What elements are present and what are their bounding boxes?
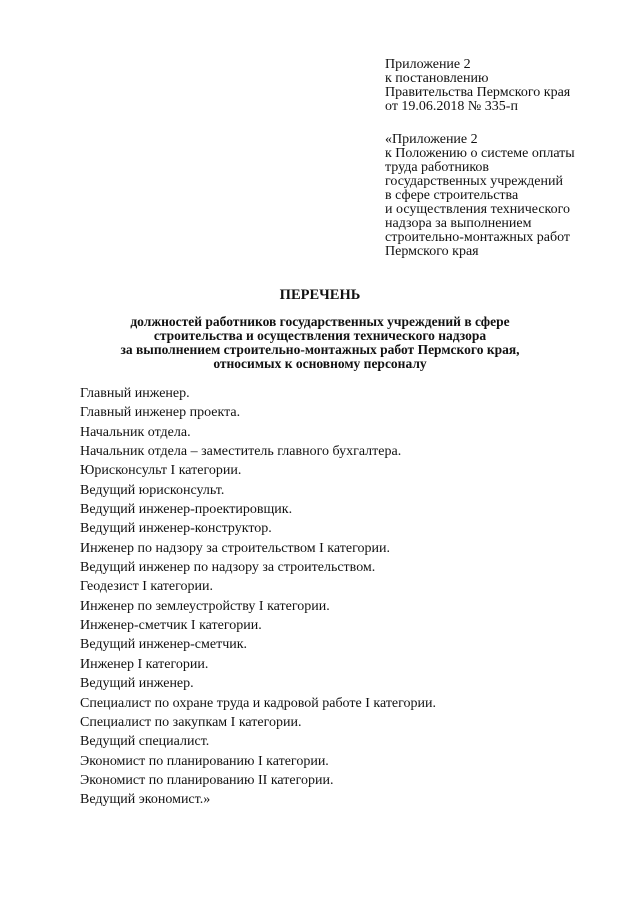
position-item: Экономист по планированию II категории. [80, 772, 334, 788]
appendix-second-line-3: труда работников [385, 160, 490, 175]
position-item: Ведущий инженер. [80, 676, 194, 692]
document-subtitle-line-4: относимых к основному персоналу [213, 356, 427, 371]
position-item: Ведущий инженер по надзору за строительством. [80, 560, 376, 576]
document-title: ПЕРЕЧЕНЬ [279, 287, 361, 303]
appendix-reference-resolution [385, 58, 625, 114]
appendix-second-line-4: государственных учреждений [385, 174, 563, 189]
document-subtitle-line-2: строительства и осуществления технического надзора [153, 328, 487, 343]
document-heading [60, 287, 580, 371]
appendix-second-line-2: к Положению о системе оплаты [385, 146, 575, 161]
appendix-reference-regulation [385, 133, 625, 259]
appendix-top-line-2: к постановлению [385, 71, 489, 86]
position-item: Юрисконсульт I категории. [80, 463, 242, 479]
appendix-second-line-9: Пермского края [385, 244, 479, 259]
appendix-second-line-8: строительно-монтажных работ [385, 230, 571, 245]
position-item: Инженер-сметчик I категории. [80, 618, 262, 634]
position-item: Специалист по закупкам I категории. [80, 714, 302, 730]
position-item: Инженер по землеустройству I категории. [80, 598, 330, 614]
position-item: Ведущий юрисконсульт. [80, 482, 225, 498]
appendix-second-line-5: в сфере строительства [385, 188, 519, 203]
positions-list [80, 384, 600, 810]
position-item: Инженер по надзору за строительством I категории. [80, 540, 390, 556]
document-subtitle-line-1: должностей работников государственных учреждений в сфере [130, 314, 510, 329]
appendix-second-line-1: «Приложение 2 [385, 132, 478, 147]
position-item: Экономист по планированию I категории. [80, 753, 329, 769]
position-item: Специалист по охране труда и кадровой работе I категории. [80, 695, 437, 711]
position-item: Геодезист I категории. [80, 579, 214, 595]
appendix-second-line-7: надзора за выполнением [385, 216, 532, 231]
position-item: Ведущий инженер-проектировщик. [80, 502, 293, 518]
position-item: Ведущий экономист.» [80, 792, 211, 808]
appendix-second-line-6: и осуществления технического [385, 202, 571, 217]
position-item: Главный инженер проекта. [80, 405, 241, 421]
position-item: Ведущий инженер-конструктор. [80, 521, 272, 537]
position-item: Ведущий инженер-сметчик. [80, 637, 248, 653]
position-item: Ведущий специалист. [80, 734, 210, 750]
position-item: Начальник отдела. [80, 424, 191, 440]
appendix-top-line-4: от 19.06.2018 № 335-п [385, 99, 518, 114]
document-subtitle-line-3: за выполнением строительно-монтажных работ Пермского края, [120, 342, 520, 357]
position-item: Начальник отдела – заместитель главного бухгалтера. [80, 444, 402, 460]
position-item: Инженер I категории. [80, 656, 209, 672]
appendix-top-line-3: Правительства Пермского края [385, 85, 571, 100]
position-item: Главный инженер. [80, 386, 190, 401]
appendix-top-line-1: Приложение 2 [385, 57, 471, 72]
